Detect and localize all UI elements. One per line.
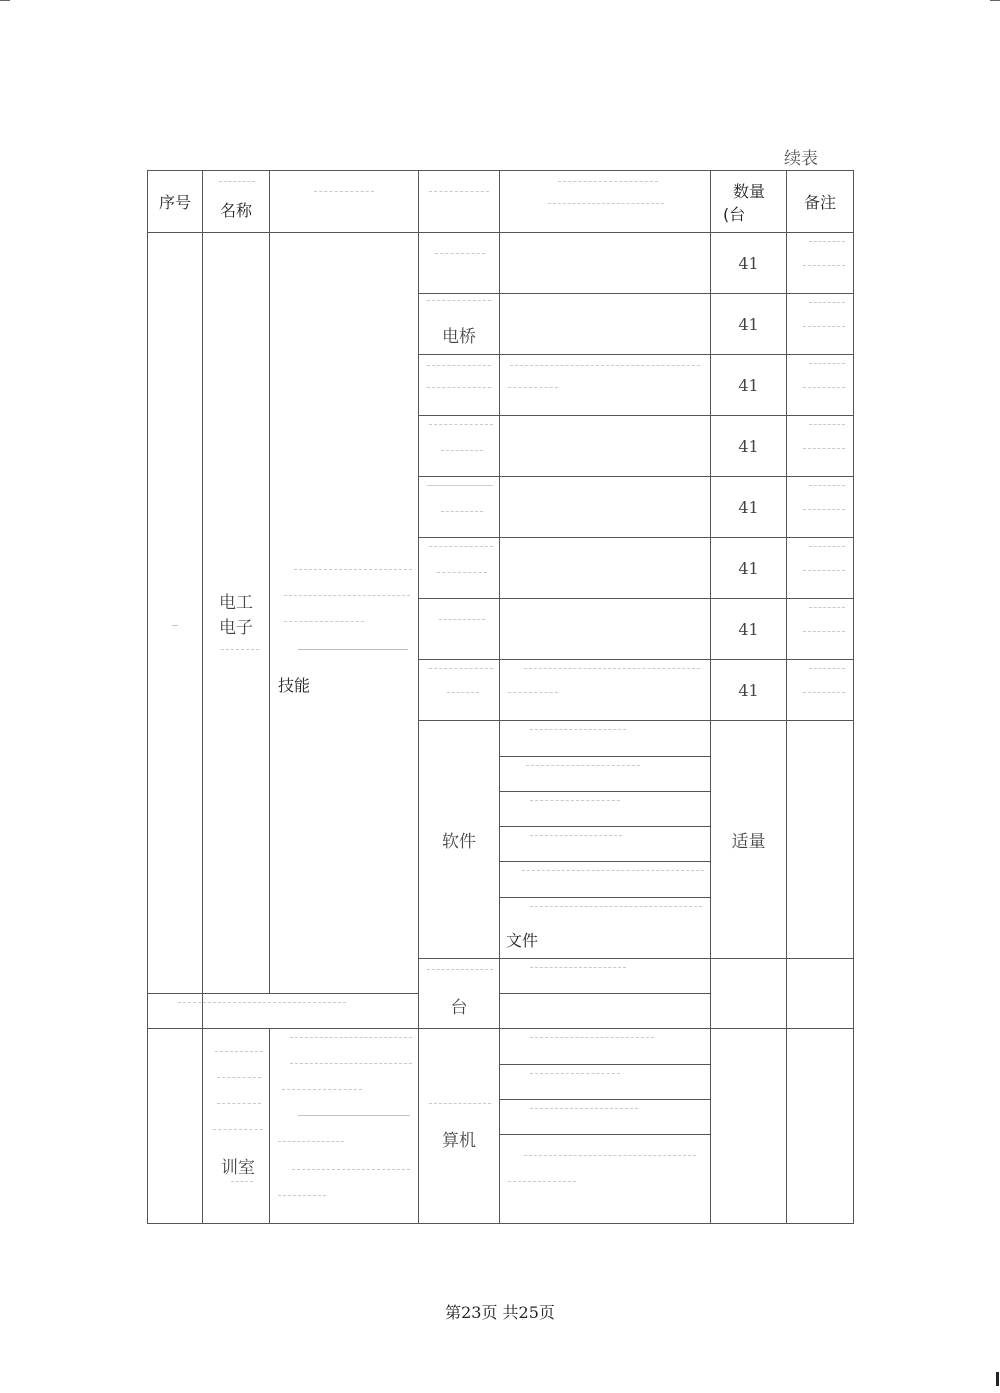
row8-qty: 41 [711, 660, 787, 721]
continued-table-label: 续表 [784, 149, 818, 169]
row7-qty: 41 [711, 599, 787, 660]
equipment-table [147, 170, 854, 1224]
software-remark [787, 721, 854, 959]
row3-qty: 41 [711, 355, 787, 416]
platform-spec-1 [500, 959, 711, 994]
scan-corner-mark [0, 0, 10, 1]
row8-spec [500, 660, 711, 721]
row4-spec [500, 416, 711, 477]
header-function [270, 171, 419, 233]
page-footer: 第23页 共25页 [445, 1303, 555, 1322]
row3-remark [787, 355, 854, 416]
section2-spec-1 [500, 1029, 711, 1065]
platform-device-text: 台 [450, 998, 468, 1018]
software-spec-5 [500, 862, 711, 898]
platform-qty [711, 959, 787, 1029]
platform-remark [787, 959, 854, 1029]
row2-remark [787, 294, 854, 355]
row2-device-text: 电桥 [442, 326, 476, 347]
header-name [203, 171, 270, 233]
section2-function [270, 1029, 419, 1224]
software-spec-3 [500, 792, 711, 827]
section2-remark [787, 1029, 854, 1224]
row5-spec [500, 477, 711, 538]
row5-remark [787, 477, 854, 538]
row7-spec [500, 599, 711, 660]
row6-spec [500, 538, 711, 599]
software-spec-4 [500, 827, 711, 862]
platform-spec-2 [148, 994, 203, 1029]
software-spec-6-text: 文件 [506, 931, 539, 950]
section2-device-text: 算机 [442, 1130, 476, 1151]
section1-name [203, 233, 270, 994]
header-qty-unit: (台 [723, 204, 746, 224]
section2-spec-3 [500, 1100, 711, 1135]
row4-remark [787, 416, 854, 477]
row5-device [419, 477, 500, 538]
table-row [148, 233, 854, 294]
section1-function [270, 233, 419, 994]
table-header-row [148, 171, 854, 233]
section1-name-line2: 电子 [219, 618, 253, 638]
header-remark [787, 171, 854, 233]
table-row [148, 1029, 854, 1065]
row2-qty: 41 [711, 294, 787, 355]
header-spec [500, 171, 711, 233]
row5-qty: 41 [711, 477, 787, 538]
row8-device [419, 660, 500, 721]
header-qty [711, 171, 787, 233]
header-seq [148, 171, 203, 233]
row1-qty: 41 [711, 233, 787, 294]
row1-device [419, 233, 500, 294]
section2-name-text: 训室 [221, 1158, 255, 1178]
row6-qty: 41 [711, 538, 787, 599]
section2-name [203, 1029, 270, 1224]
scan-corner-mark [990, 0, 1000, 1]
section2-seq [148, 1029, 203, 1224]
row4-qty: 41 [711, 416, 787, 477]
software-spec-6 [500, 898, 711, 959]
software-device: 软件 [419, 721, 500, 959]
row4-device [419, 416, 500, 477]
header-seq-label: 序号 [158, 193, 191, 212]
row2-spec [500, 294, 711, 355]
row1-remark [787, 233, 854, 294]
section2-spec-4 [500, 1135, 711, 1224]
row7-remark [787, 599, 854, 660]
row8-remark [787, 660, 854, 721]
software-spec-1 [500, 721, 711, 757]
platform-device [419, 959, 500, 1029]
header-qty-label: 数量 [733, 181, 766, 201]
row6-device [419, 538, 500, 599]
header-device [419, 171, 500, 233]
section2-device [419, 1029, 500, 1224]
row3-spec [500, 355, 711, 416]
section2-qty [711, 1029, 787, 1224]
header-remark-label: 备注 [803, 193, 836, 212]
row3-device [419, 355, 500, 416]
row6-remark [787, 538, 854, 599]
section1-seq [148, 233, 203, 994]
scan-edge-mark [996, 1372, 999, 1386]
row1-spec [500, 233, 711, 294]
row7-device [419, 599, 500, 660]
section1-function-text: 技能 [278, 676, 311, 695]
row2-device [419, 294, 500, 355]
software-spec-2 [500, 757, 711, 792]
software-qty: 适量 [711, 721, 787, 959]
header-name-label: 名称 [219, 201, 252, 220]
section2-spec-2 [500, 1065, 711, 1100]
section1-name-line1: 电工 [219, 593, 253, 613]
